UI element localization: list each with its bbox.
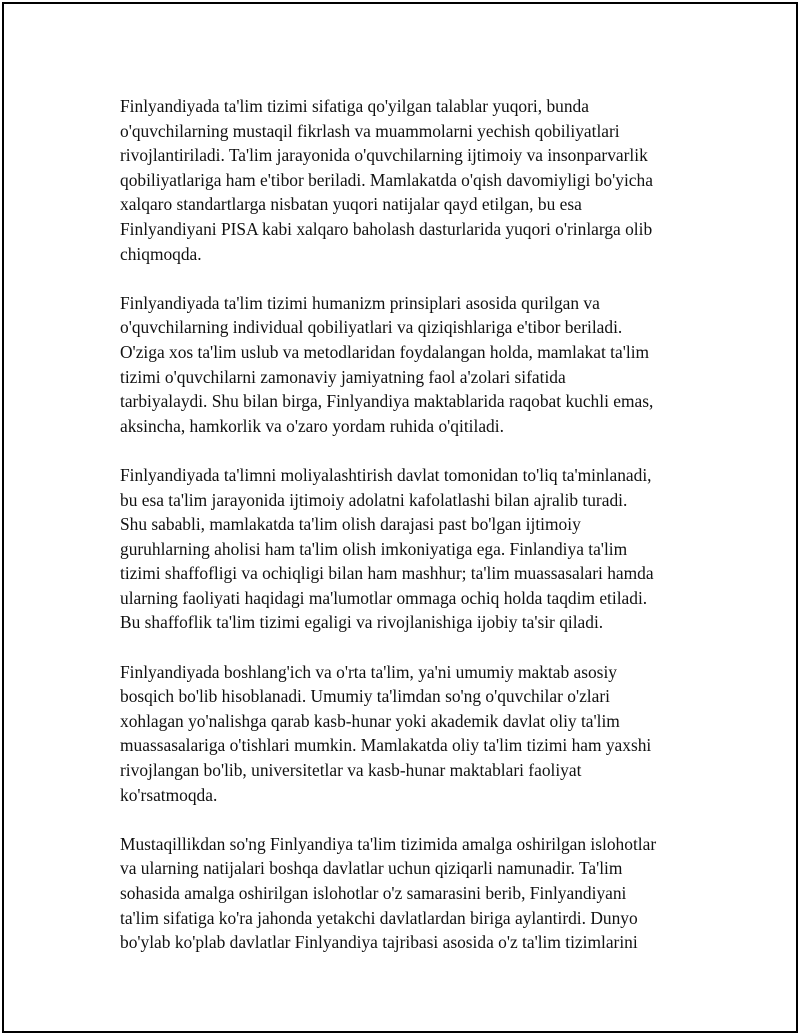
paragraph-4: Finlyandiyada boshlang'ich va o'rta ta'lim, ya'ni umumiy maktab asosiy bosqich bo'lib hisoblanadi. Umumiy ta'limdan so'ng o'quvchilar o'zlari xohlagan yo'nalishga qarab kasb-hunar yoki akademik davlat oliy ta'lim muassasalariga o'tishlari mumkin. Mamlakatda oliy ta'lim tizimi ham yaxshi rivojlangan bo'lib, universitetlar va kasb-hunar maktablari faoliyat ko'rsatmoqda. bbox=[120, 661, 652, 805]
paragraph-2: Finlyandiyada ta'lim tizimi humanizm prinsiplari asosida qurilgan va o'quvchilarning individual qobiliyatlari va qiziqishlariga e'tibor beriladi. O'ziga xos ta'lim uslub va metodlaridan foydalangan holda, mamlakat ta'lim tizimi o'quvchilarni zamonaviy jamiyatning faol a'zolari sifatida tarbiyalaydi. Shu bilan birga, Finlyandiya maktablarida raqobat kuchli emas, aksincha, hamkorlik va o'zaro yordam ruhida o'qitiladi. bbox=[120, 292, 654, 436]
page-border bbox=[2, 2, 798, 1033]
document-body bbox=[120, 94, 694, 979]
paragraph-1: Finlyandiyada ta'lim tizimi sifatiga qo'yilgan talablar yuqori, bunda o'quvchilarning mustaqil fikrlash va muammolarni yechish qobiliyatlari rivojlantiriladi. Ta'lim jarayonida o'quvchilarning ijtimoiy va insonparvarlik qobiliyatlariga ham e'tibor beriladi. Mamlakatda o'qish davomiyligi bo'yicha xalqaro standartlarga nisbatan yuqori natijalar qayd etilgan, bu esa Finlyandiyani PISA kabi xalqaro baholash dasturlarida yuqori o'rinlarga olib chiqmoqda. bbox=[120, 96, 653, 264]
paragraph-3: Finlyandiyada ta'limni moliyalashtirish davlat tomonidan to'liq ta'minlanadi, bu esa ta'lim jarayonida ijtimoiy adolatni kafolatlashi bilan ajralib turadi. Shu sababli, mamlakatda ta'lim olish darajasi past bo'lgan ijtimoiy guruhlarning aholisi ham ta'lim olish imkoniyatiga ega. Finlandiya ta'lim tizimi shaffofligi va ochiqligi bilan ham mashhur; ta'lim muassasalari hamda ularning faoliyati haqidagi ma'lumotlar ommaga ochiq holda taqdim etiladi. Bu shaffoflik ta'lim tizimi egaligi va rivojlanishiga ijobiy ta'sir qiladi. bbox=[120, 464, 654, 633]
paragraph-5: Mustaqillikdan so'ng Finlyandiya ta'lim tizimida amalga oshirilgan islohotlar va ularning natijalari boshqa davlatlar uchun qiziqarli namunadir. Ta'lim sohasida amalga oshirilgan islohotlar o'z samarasini berib, Finlyandiyani ta'lim sifatiga ko'ra jahonda yetakchi davlatlardan biriga aylantirdi. Dunyo bo'ylab ko'plab davlatlar Finlyandiya tajribasi asosida o'z ta'lim tizimlarini bbox=[120, 833, 657, 953]
